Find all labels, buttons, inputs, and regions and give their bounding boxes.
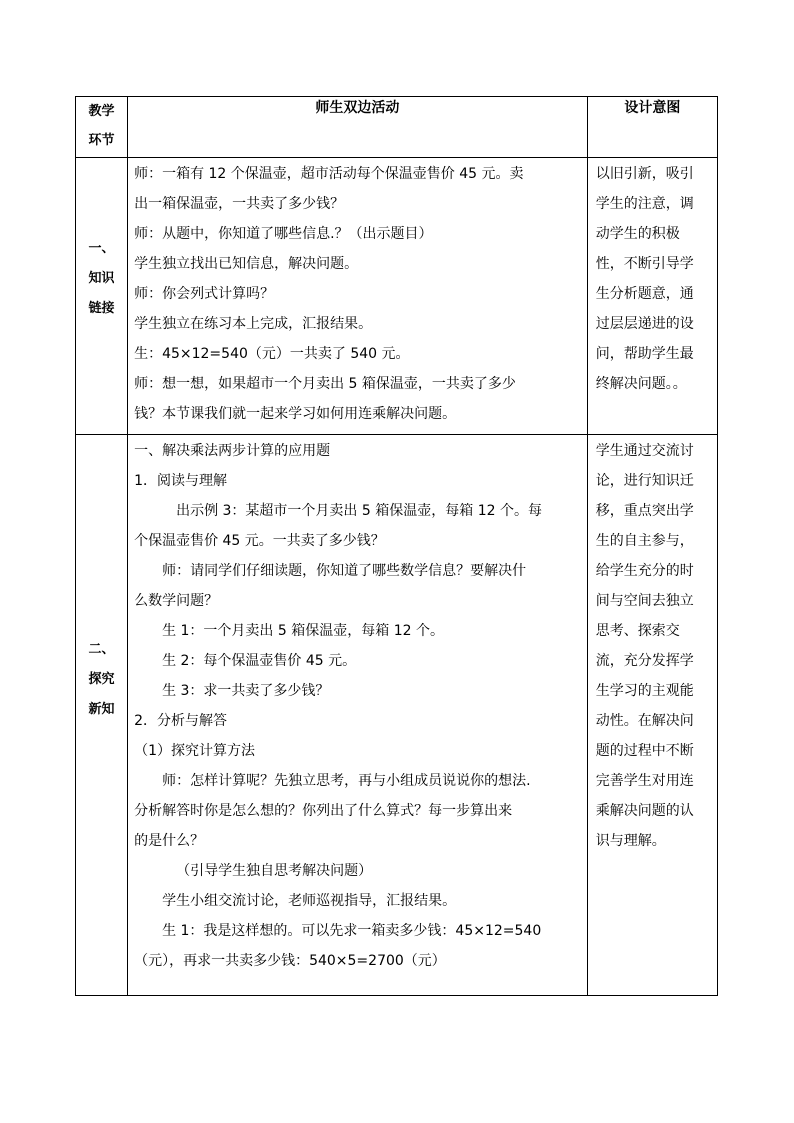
activity-line: 师：想一想，如果超市一个月卖出 5 箱保温壶，一共卖了多少 (134, 376, 516, 392)
intent-line: 思考、探索交 (595, 623, 680, 639)
intent-line: 动学生的积极 (595, 226, 680, 242)
intent-line: 动性。在解决问 (595, 713, 694, 729)
intent-line: 题的过程中不断 (595, 743, 694, 759)
activity-line: 师：请同学们仔细读题，你知道了哪些数学信息？要解决什 (162, 563, 527, 579)
activity-line: 学生独立在练习本上完成，汇报结果。 (134, 316, 373, 332)
stage-label: 新知 (88, 702, 115, 717)
activity-line: 师：怎样计算呢？先独立思考，再与小组成员说说你的想法. (162, 773, 531, 789)
activity-line: 么数学问题？ (134, 593, 219, 609)
intent-line: 完善学生对用连 (595, 773, 694, 789)
activity-line: 钱？本节课我们就一起来学习如何用连乘解决问题。 (134, 406, 457, 422)
intent-line: 学生的注意，调 (595, 196, 694, 212)
intent-cell (587, 158, 717, 435)
intent-line: 以旧引新，吸引 (595, 166, 694, 182)
activity-line: 生 1：一个月卖出 5 箱保温壶，每箱 12 个。 (162, 623, 444, 639)
intent-line: 流，充分发挥学 (595, 653, 694, 669)
stage-label: 一、 (88, 241, 115, 256)
activity-line: （引导学生独自思考解决问题） (176, 863, 373, 879)
activity-line: 出示例 3：某超市一个月卖出 5 箱保温壶，每箱 12 个。每 (176, 503, 542, 519)
activity-line: 生 1：我是这样想的。可以先求一箱卖多少钱：45×12=540 (162, 923, 542, 939)
intent-line: 生学习的主观能 (595, 683, 694, 699)
intent-line: 学生通过交流讨 (595, 443, 694, 459)
intent-line: 问，帮助学生最 (595, 346, 694, 362)
table-row (76, 158, 718, 435)
intent-line: 过层层递进的设 (595, 316, 694, 332)
activity-line: 一、解决乘法两步计算的应用题 (134, 443, 331, 459)
stage-cell (76, 158, 128, 435)
stage-label: 知识 (88, 271, 115, 286)
header-stage-line: 环节 (88, 133, 115, 148)
table-header-row (76, 97, 718, 158)
stage-cell (76, 435, 128, 996)
activity-cell (128, 158, 588, 435)
intent-cell (587, 435, 717, 996)
stage-label: 链接 (88, 301, 115, 316)
stage-label: 二、 (88, 642, 115, 657)
activity-line: （1）探究计算方法 (134, 743, 255, 759)
activity-line: 1．阅读与理解 (134, 473, 227, 489)
intent-line: 终解决问题。。 (595, 376, 687, 392)
activity-line: 生：45×12=540（元）一共卖了 540 元。 (134, 346, 410, 362)
activity-line: 学生独立找出已知信息，解决问题。 (134, 256, 359, 272)
activity-line: 出一箱保温壶，一共卖了多少钱？ (134, 196, 345, 212)
activity-line: 师：从题中，你知道了哪些信息.？（出示题目） (134, 226, 433, 242)
activity-line: 师：你会列式计算吗？ (134, 286, 275, 302)
intent-line: 乘解决问题的认 (595, 803, 694, 819)
activity-line: 的是什么？ (134, 833, 205, 849)
header-activity-cell: 师生双边活动 (128, 97, 588, 158)
stage-label: 探究 (88, 672, 115, 687)
activity-line: 个保温壶售价 45 元。一共卖了多少钱？ (134, 533, 385, 549)
intent-line: 生分析题意，通 (595, 286, 694, 302)
intent-line: 生的自主参与， (595, 533, 694, 549)
intent-line: 论，进行知识迁 (595, 473, 694, 489)
activity-cell (128, 435, 588, 996)
activity-line: （元），再求一共卖多少钱：540×5=2700（元） (134, 953, 446, 969)
intent-line: 性，不断引导学 (595, 256, 694, 272)
activity-line: 生 2：每个保温壶售价 45 元。 (162, 653, 357, 669)
activity-line: 学生小组交流讨论，老师巡视指导，汇报结果。 (162, 893, 457, 909)
table-row (76, 435, 718, 996)
activity-line: 2．分析与解答 (134, 713, 227, 729)
activity-line: 分析解答时你是怎么想的？你列出了什么算式？每一步算出来 (134, 803, 513, 819)
lesson-plan-page (75, 96, 718, 996)
lesson-table (75, 96, 718, 996)
intent-line: 给学生充分的时 (595, 563, 694, 579)
header-intent-cell: 设计意图 (587, 97, 717, 158)
intent-line: 间与空间去独立 (595, 593, 694, 609)
activity-line: 生 3：求一共卖了多少钱？ (162, 683, 330, 699)
activity-line: 师：一箱有 12 个保温壶，超市活动每个保温壶售价 45 元。卖 (134, 166, 524, 182)
header-stage-cell (76, 97, 128, 158)
intent-line: 移，重点突出学 (595, 503, 694, 519)
intent-line: 识与理解。 (595, 833, 666, 849)
header-stage-line: 教学 (88, 104, 115, 119)
